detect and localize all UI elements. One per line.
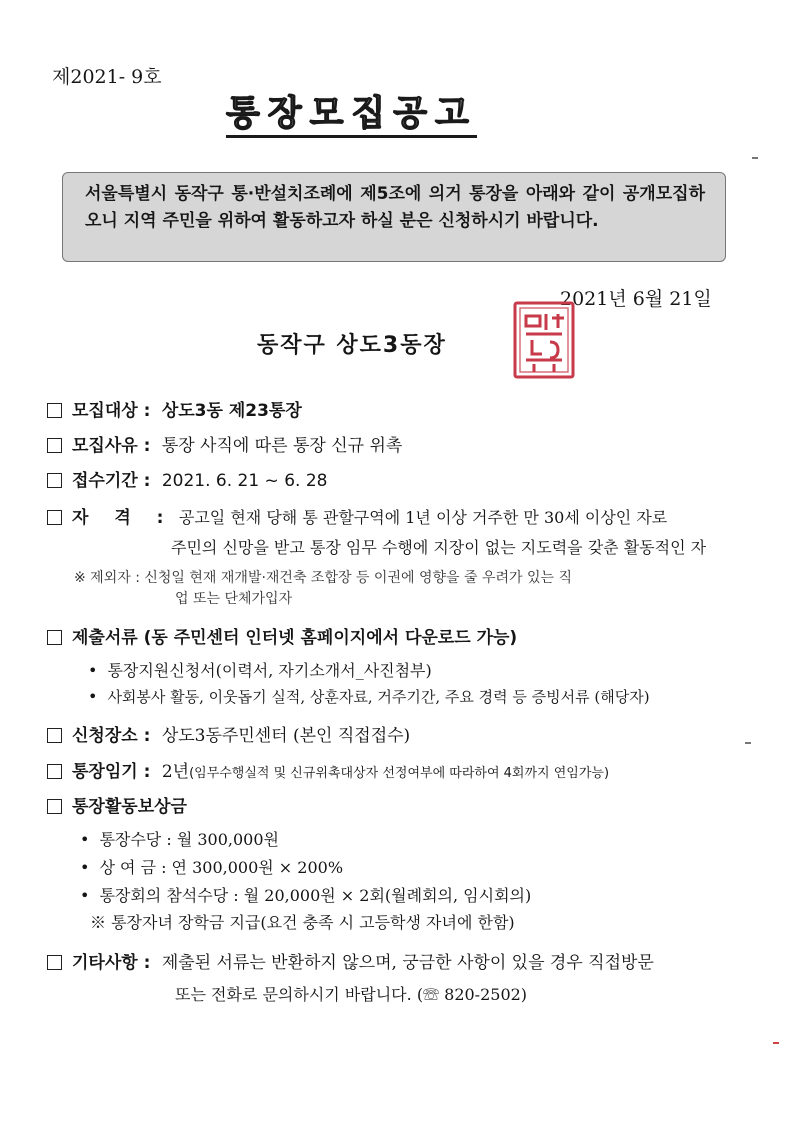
bullet-icon: • [88,687,98,706]
item-term: 통장임기 : 2년(임무수행실적 및 신규위촉대상자 선정여부에 따라하여 4회까지 연임가능) [47,757,609,782]
qualification-line-2: 주민의 신망을 받고 통장 임무 수행에 지장이 없는 지도력을 갖춘 활동적인 자 [171,538,707,557]
item-documents: 제출서류 (동 주민센터 인터넷 홈페이지에서 다운로드 가능) [47,623,517,648]
bullet-icon: • [80,830,90,849]
documents-bullet-1: • 통장지원신청서(이력서, 자기소개서_사진첨부) [88,661,432,680]
item-period: 접수기간 : 2021. 6. 21 ~ 6. 28 [47,466,327,491]
document-number: 제2021- 9호 [52,66,162,88]
checkbox-icon [47,473,62,488]
notice-date: 2021년 6월 21일 [560,288,712,310]
notice-box: 서울특별시 동작구 통·반설치조례에 제5조에 의거 통장을 아래와 같이 공개모집하오니 지역 주민을 위하여 활동하고자 하실 분은 신청하시기 바랍니다. [62,172,726,262]
checkbox-icon [47,630,62,645]
scan-speck [752,157,758,159]
compensation-bullet-3: • 통장회의 참석수당 : 월 20,000원 × 2회(월례회의, 임시회의) [80,886,532,905]
document-title: 통장모집공고 [226,94,477,138]
item-reason: 모집사유 : 통장 사직에 따른 통장 신규 위촉 [47,431,402,456]
item-other: 기타사항 : 제출된 서류는 반환하지 않으며, 궁금한 사항이 있을 경우 직접방문 [47,948,654,973]
item-place: 신청장소 : 상도3동주민센터 (본인 직접접수) [47,721,410,746]
exclusion-note-2: 업 또는 단체가입자 [175,591,293,607]
item-target: 모집대상 : 상도3동 제23통장 [47,396,302,421]
checkbox-icon [47,403,62,418]
exclusion-note-1: ※ 제외자 : 신청일 현재 재개발·재건축 조합장 등 이권에 영향을 줄 우려가 있는 직 [74,570,572,586]
documents-bullet-2: • 사회봉사 활동, 이웃돕기 실적, 상훈자료, 거주기간, 주요 경력 등 증빙서류 (해당자) [88,687,650,706]
item-compensation: 통장활동보상금 [47,792,187,817]
checkbox-icon [47,799,62,814]
checkbox-icon [47,955,62,970]
scan-speck [745,742,751,744]
scan-speck [773,1042,779,1044]
bullet-icon: • [88,661,98,680]
checkbox-icon [47,728,62,743]
checkbox-icon [47,510,62,525]
official-seal-icon [512,300,576,380]
bullet-icon: • [80,886,90,905]
compensation-bullet-1: • 통장수당 : 월 300,000원 [80,830,279,849]
compensation-bullet-2: • 상 여 금 : 연 300,000원 × 200% [80,858,344,877]
checkbox-icon [47,764,62,779]
checkbox-icon [47,438,62,453]
scholarship-note: ※ 통장자녀 장학금 지급(요건 충족 시 고등학생 자녀에 한함) [90,913,515,932]
other-line-2: 또는 전화로 문의하시기 바랍니다. (☏ 820-2502) [175,985,528,1004]
bullet-icon: • [80,858,90,877]
office-name: 동작구 상도3동장 [257,333,447,358]
item-qualification: 자 격 : 공고일 현재 당해 통 관할구역에 1년 이상 거주한 만 30세 이상인 자로 [47,503,667,528]
